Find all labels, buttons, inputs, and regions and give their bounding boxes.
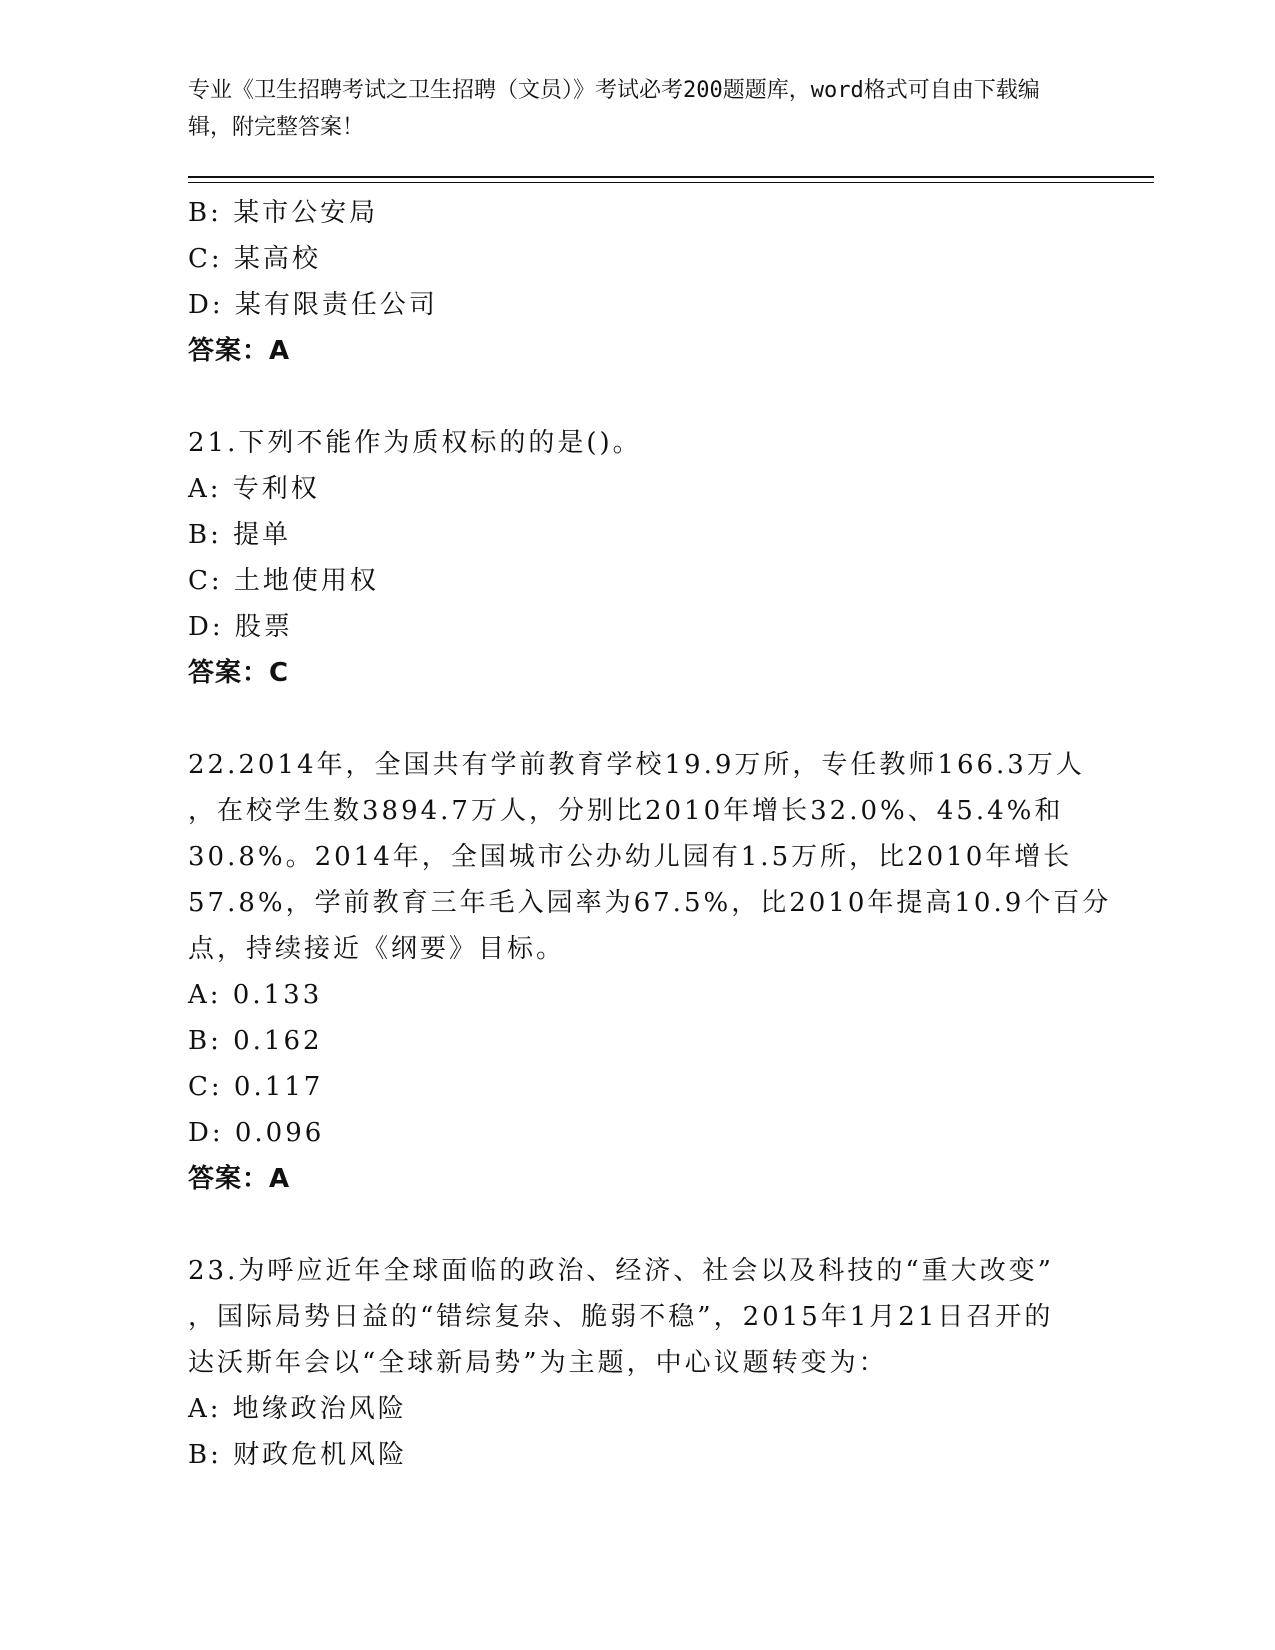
question-text-line: 23.为呼应近年全球面临的政治、经济、社会以及科技的“重大改变” — [188, 1256, 1054, 1286]
question-text: 21.下列不能作为质权标的的是()。 — [188, 428, 642, 458]
question-text-line: 30.8%。2014年，全国城市公办幼儿园有1.5万所，比2010年增长 — [188, 842, 1073, 872]
option-a: A: 地缘政治风险 — [188, 1394, 407, 1424]
option-b: B: 0.162 — [188, 1026, 323, 1056]
question-text-line: 点，持续接近《纲要》目标。 — [188, 934, 566, 964]
prev-question — [188, 190, 1088, 374]
answer-label: 答案：A — [188, 1164, 291, 1194]
question-22 — [188, 742, 1112, 1202]
question-content — [188, 190, 1112, 1478]
question-text-line: ，在校学生数3894.7万人，分别比2010年增长32.0%、45.4%和 — [188, 796, 1064, 826]
option-a: A: 专利权 — [188, 474, 320, 504]
option-d: D: 0.096 — [188, 1118, 325, 1148]
option-c: C: 土地使用权 — [188, 566, 379, 596]
option-c: C: 某高校 — [188, 244, 321, 274]
question-text-line: ，国际局势日益的“错综复杂、脆弱不稳”，2015年1月21日召开的 — [188, 1302, 1054, 1332]
header-divider-thin — [188, 182, 1154, 183]
option-a: A: 0.133 — [188, 980, 323, 1010]
question-23 — [188, 1248, 1088, 1478]
answer-label: 答案：C — [188, 658, 290, 688]
question-21 — [188, 420, 1088, 696]
option-d: D: 股票 — [188, 612, 293, 642]
option-b: B: 提单 — [188, 520, 292, 550]
question-text-line: 达沃斯年会以“全球新局势”为主题，中心议题转变为： — [188, 1348, 888, 1378]
option-d: D: 某有限责任公司 — [188, 290, 438, 320]
header-divider-thick — [188, 176, 1154, 178]
option-c: C: 0.117 — [188, 1072, 324, 1102]
option-b: B: 财政危机风险 — [188, 1440, 408, 1470]
question-text-line: 22.2014年，全国共有学前教育学校19.9万所，专任教师166.3万人 — [188, 750, 1085, 780]
answer-label: 答案：A — [188, 336, 291, 366]
document-header: 专业《卫生招聘考试之卫生招聘（文员）》考试必考200题题库，word格式可自由下载编辑，附完整答案！ — [188, 78, 1040, 140]
option-b: B: 某市公安局 — [188, 198, 379, 228]
question-text-line: 57.8%，学前教育三年毛入园率为67.5%，比2010年提高10.9个百分 — [188, 888, 1112, 918]
